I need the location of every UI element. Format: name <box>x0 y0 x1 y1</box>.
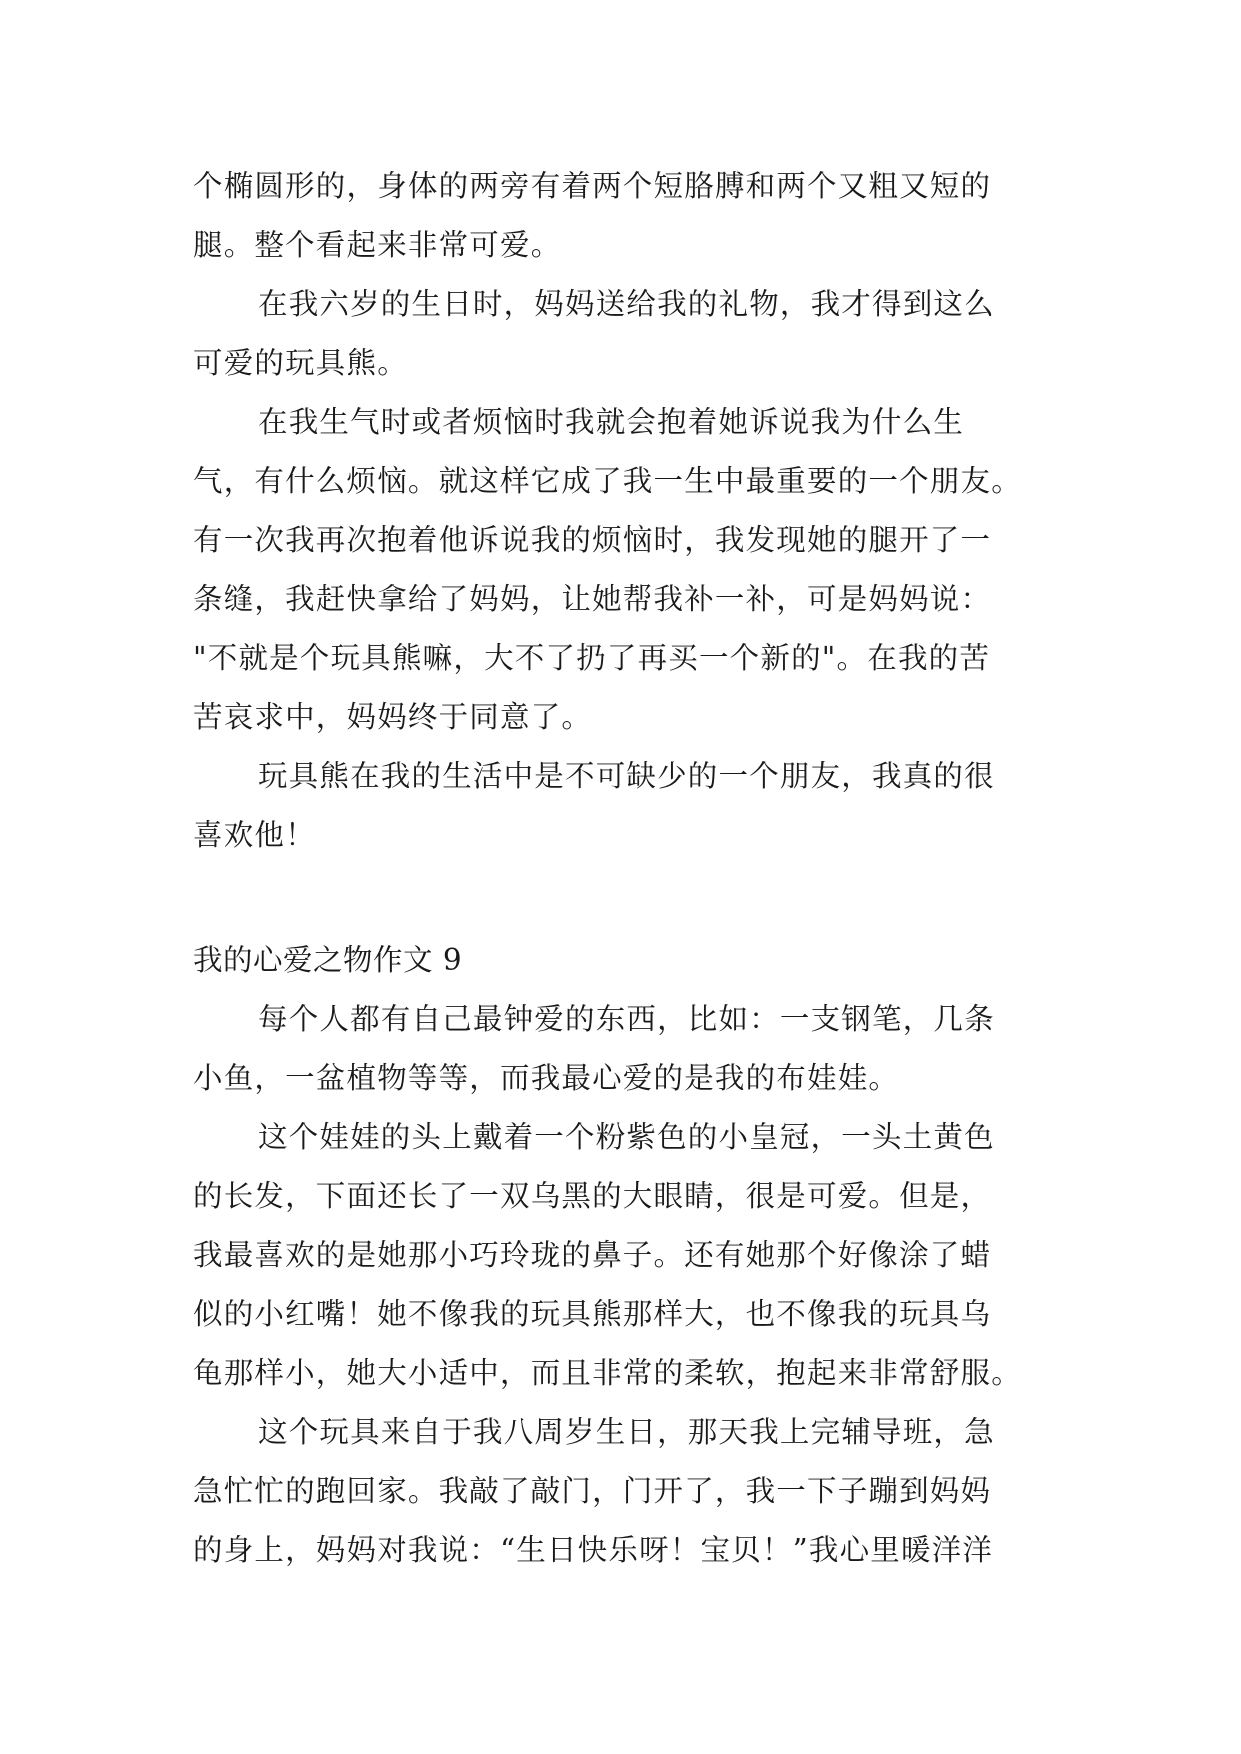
paragraph-line: 的身上，妈妈对我说：“生日快乐呀！宝贝！”我心里暖洋洋 <box>193 1533 994 1567</box>
paragraph-line: 我最喜欢的是她那小巧玲珑的鼻子。还有她那个好像涂了蜡 <box>193 1238 992 1272</box>
paragraph-line: 玩具熊在我的生活中是不可缺少的一个朋友，我真的很 <box>258 759 995 793</box>
paragraph-line: 这个娃娃的头上戴着一个粉紫色的小皇冠，一头土黄色 <box>258 1120 995 1154</box>
paragraph-line: 个椭圆形的，身体的两旁有着两个短胳膊和两个又粗又短的 <box>193 169 992 203</box>
paragraph-line: 可爱的玩具熊。 <box>193 346 408 380</box>
paragraph-line: 的长发，下面还长了一双乌黑的大眼睛，很是可爱。但是， <box>193 1179 992 1213</box>
paragraph-line: 似的小红嘴！她不像我的玩具熊那样大，也不像我的玩具乌 <box>193 1297 992 1331</box>
paragraph-line: 条缝，我赶快拿给了妈妈，让她帮我补一补，可是妈妈说： <box>193 582 992 616</box>
paragraph-line: 龟那样小，她大小适中，而且非常的柔软，抱起来非常舒服。 <box>193 1356 1022 1390</box>
paragraph-line: 气，有什么烦恼。就这样它成了我一生中最重要的一个朋友。 <box>193 464 1022 498</box>
section-heading: 我的心爱之物作文 9 <box>193 943 463 977</box>
paragraph-line: 有一次我再次抱着他诉说我的烦恼时，我发现她的腿开了一 <box>193 523 992 557</box>
paragraph-line: 腿。整个看起来非常可爱。 <box>193 228 562 262</box>
paragraph-line: 每个人都有自己最钟爱的东西，比如：一支钢笔，几条 <box>258 1002 995 1036</box>
paragraph-line: 小鱼，一盆植物等等，而我最心爱的是我的布娃娃。 <box>193 1061 900 1095</box>
paragraph-line: "不就是个玩具熊嘛，大不了扔了再买一个新的"。在我的苦 <box>193 641 991 675</box>
paragraph-line: 苦哀求中，妈妈终于同意了。 <box>193 700 593 734</box>
paragraph-line: 在我生气时或者烦恼时我就会抱着她诉说我为什么生 <box>258 405 965 439</box>
paragraph-line: 喜欢他！ <box>193 818 316 852</box>
paragraph-line: 急忙忙的跑回家。我敲了敲门，门开了，我一下子蹦到妈妈 <box>193 1474 992 1508</box>
paragraph-line: 在我六岁的生日时，妈妈送给我的礼物，我才得到这么 <box>258 287 995 321</box>
paragraph-line: 这个玩具来自于我八周岁生日，那天我上完辅导班，急 <box>258 1415 995 1449</box>
